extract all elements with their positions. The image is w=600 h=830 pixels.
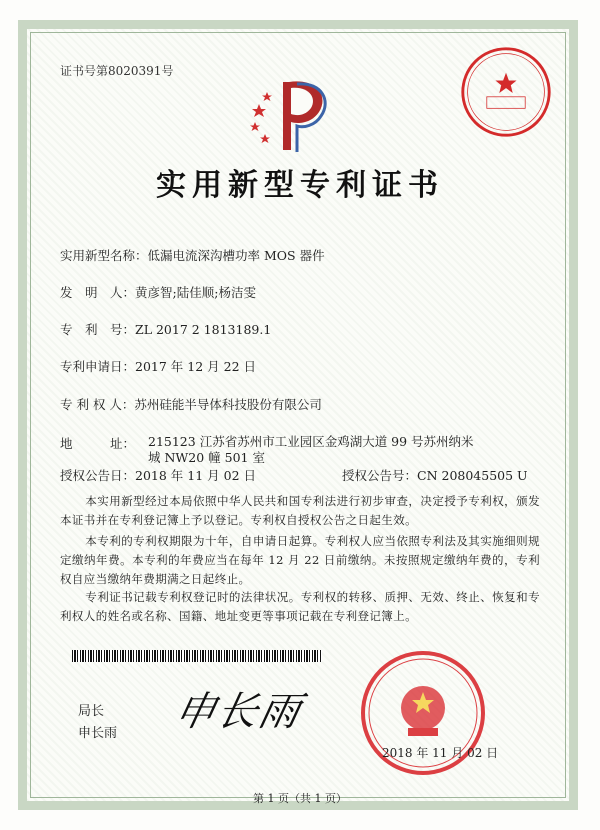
paragraph-3: 专利证书记载专利权登记时的法律状况。专利权的转移、质押、无效、终止、恢复和专利权人的姓名或名称、国籍、地址变更等事项记载在专利登记簿上。	[60, 590, 540, 623]
field-grant-date	[60, 466, 256, 484]
field-patent-no	[60, 320, 271, 338]
field-grant-date-value: 2018 年 11 月 02 日	[135, 468, 257, 483]
director-title: 局长	[78, 704, 105, 719]
certificate-title: 实用新型专利证书	[156, 168, 444, 203]
field-patentee	[60, 395, 322, 413]
agency-stamp-icon	[458, 44, 554, 140]
field-inventor-label: 发 明 人：	[60, 285, 136, 300]
field-address-value: 215123 江苏省苏州市工业园区金鸡湖大道 99 号苏州纳米城 NW20 幢 501 室	[148, 434, 474, 465]
field-filing-date-label: 专利申请日：	[60, 359, 136, 374]
paragraph-1: 本实用新型经过本局依照中华人民共和国专利法进行初步审查，决定授予专利权，颁发本证书并在专利登记簿上予以登记。专利权自授权公告之日起生效。	[60, 494, 540, 527]
field-patentee-value: 苏州硅能半导体科技股份有限公司	[134, 397, 322, 412]
field-name	[60, 246, 325, 264]
field-grant-date-label: 授权公告日：	[60, 468, 136, 483]
paragraph-2: 本专利的专利权期限为十年，自申请日起算。专利权人应当依照专利法及其实施细则规定缴纳年费。本专利的年费应当在每年 12 月 22 日前缴纳。未按照规定缴纳年费的，专利权自应当缴纳年费期满之日起终止。	[60, 534, 540, 586]
field-filing-date-value: 2017 年 12 月 22 日	[135, 359, 257, 374]
field-patent-no-value: ZL 2017 2 1813189.1	[135, 322, 272, 337]
barcode	[72, 650, 322, 662]
field-grant-no-value: CN 208045505 U	[417, 468, 528, 483]
field-inventor	[60, 283, 256, 301]
field-inventor-value: 黄彦智;陆佳顺;杨洁雯	[135, 285, 256, 300]
field-filing-date	[60, 357, 256, 375]
page-footer: 第 1 页（共 1 页）	[253, 792, 347, 805]
field-grant-no	[342, 466, 528, 484]
field-name-label: 实用新型名称：	[60, 248, 148, 263]
director-signature: 申长雨	[170, 689, 307, 735]
patent-office-logo-icon	[245, 74, 337, 154]
field-patent-no-label: 专 利 号：	[60, 322, 136, 337]
field-address-label: 地 址：	[60, 436, 136, 451]
field-name-value: 低漏电流深沟槽功率 MOS 器件	[147, 248, 325, 263]
director-name: 申长雨	[78, 726, 118, 741]
field-grant-no-label: 授权公告号：	[342, 468, 418, 483]
certificate-number: 证书号第8020391号	[60, 64, 174, 78]
field-patentee-label: 专 利 权 人：	[60, 397, 135, 412]
seal-date: 2018 年 11 月 02 日	[382, 746, 499, 760]
